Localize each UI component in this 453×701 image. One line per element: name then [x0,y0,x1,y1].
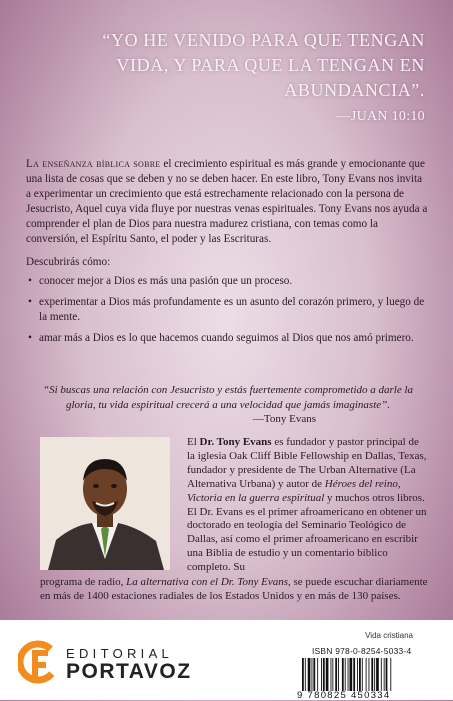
publisher-name-line1: EDITORIAL [66,646,174,661]
pull-quote-author: —Tony Evans [252,413,316,425]
discover-heading: Descubrirás cómo: [26,256,111,269]
bio-text: y muchos otros libros. El Dr. Evans es el primer afroamericano en obtener un doctorado en teología del Seminario Teológico de Dallas, así como el primer afroamericano en escribir una Biblia de estudio y un comentario bíblico completo. Su [187,491,427,574]
barcode-digits: 9 780825 450334 [297,691,422,700]
book-title: Victoria en la guerra espiritual [187,491,325,504]
author-name: Dr. Tony Evans [199,436,272,448]
portavoz-logo-icon [18,638,62,688]
book-title: Héroes del reino [324,477,398,490]
intro-lead: La enseñanza bíblica sobre [26,158,161,170]
list-item: • conocer mejor a Dios es más una pasión que un proceso. [26,274,428,289]
intro-text: el crecimiento espiritual es más grande y emocionante que una lista de cosas que se deben y no se deben hacer. En este libro, Tony Evans nos invita a experimentar un crecimiento que está estrechamente relacionado con la persona de Jesucristo, Aquel cuya vida fluye por nuestras venas espirituales. Tony Evans nos ayuda a comprender el plan de Dios para nuestra madurez cristiana, con temas como la conversión, el Espíritu Santo, el poder y las Escrituras. [26,158,428,245]
publisher-logo [18,638,208,688]
epigraph [40,28,425,129]
intro-paragraph [26,157,428,246]
description [26,157,428,352]
footer-panel [0,620,453,700]
author-photo [40,437,170,570]
discover-list [26,274,428,346]
pull-quote-text: “Si buscas una relación con Jesucristo y estás fuertemente comprometido a darle la gloria, tu vida espiritual crecerá a una velocidad que jamás imaginaste”. [42,384,414,411]
bio-text: programa de radio, [40,576,127,588]
list-item: • experimentar a Dios más profundamente es un asunto del corazón primero, y luego de la mente. [26,295,428,325]
genre-label: Vida cristiana [365,631,413,640]
epigraph-line-2: VIDA, Y PARA QUE LA TENGAN EN [116,55,425,75]
bio-text: El [187,436,200,448]
radio-program-title: La alternativa con el Dr. Tony Evans [126,576,288,588]
bio-text: , se puede escuchar diariamente en más de 1400 estaciones radiales de los Estados Unidos y en más de 130 países. [40,576,428,602]
epigraph-reference: —JUAN 10:10 [336,109,425,124]
author-bio-continued [40,576,430,604]
isbn-label: ISBN 978-0-8254-5033-4 [312,646,412,656]
bio-text: , [397,477,401,490]
publisher-name-line2: PORTAVOZ [66,660,192,683]
epigraph-line-1: “YO HE VENIDO PARA QUE TENGAN [102,30,425,50]
epigraph-line-3: ABUNDANCIA”. [284,80,425,100]
pull-quote [30,383,426,427]
list-item: • amar más a Dios es lo que hacemos cuando seguimos al Dios que nos amó primero. [26,331,428,346]
author-bio [187,436,427,575]
bio-text: es fundador y pastor principal de la iglesia Oak Cliff Bible Fellowship en Dallas, Texas, fundador y presidente de The Urban Alternative (La Alternativa Urbana) y autor de [187,436,427,490]
